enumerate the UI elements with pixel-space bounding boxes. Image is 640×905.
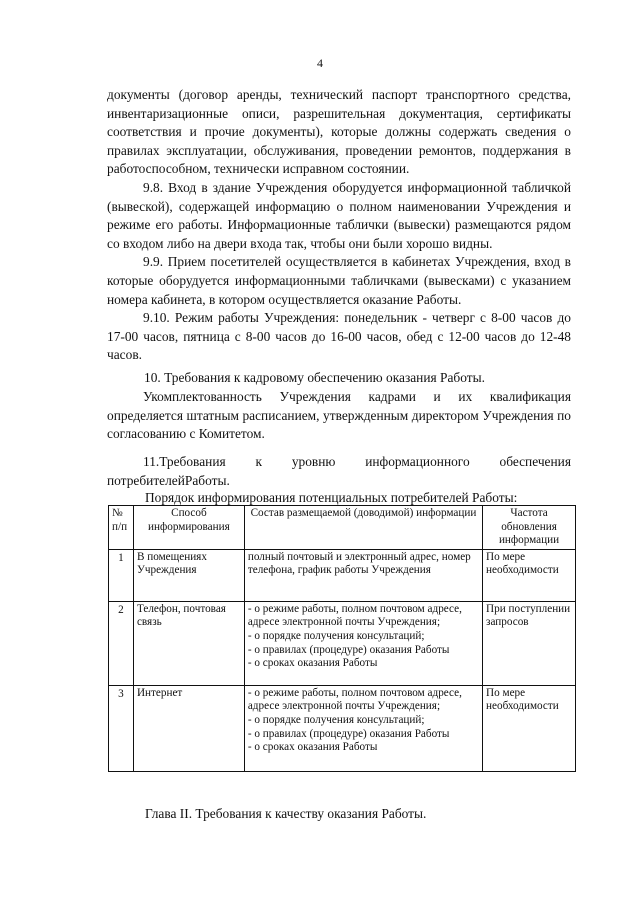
list-item: - о порядке получения консультаций; (247, 629, 425, 642)
list-item: - о сроках оказания Работы (247, 657, 378, 670)
chapter-heading: Глава II. Требования к качеству оказания Работы. (145, 806, 427, 821)
page-number: 4 (317, 56, 323, 70)
header-content: Состав размещаемой (доводимой) информации (244, 506, 482, 550)
section-10-heading: 10. Требования к кадровому обеспечению оказания Работы. (144, 370, 485, 385)
row-number: 3 (109, 685, 134, 771)
info-list (248, 687, 479, 755)
row-method: Интернет (133, 685, 244, 771)
header-frequency: Частота обновления информации (483, 506, 576, 550)
table-header-row (109, 506, 576, 550)
table-row (109, 601, 576, 685)
row-frequency: При поступлении запросов (483, 601, 576, 685)
table-caption: Порядок информирования потенциальных потребителей Работы: (145, 490, 518, 505)
row-content (244, 685, 482, 771)
list-item: - о порядке получения консультаций; (247, 713, 425, 726)
table-row (109, 685, 576, 771)
row-frequency: По мере необходимости (483, 549, 576, 601)
row-method: Телефон, почтовая связь (133, 601, 244, 685)
list-item: - о правилах (процедуре) оказания Работы (247, 727, 450, 740)
list-item: - о режиме работы, полном почтовом адресе, адресе электронной почты Учреждения; (247, 686, 462, 713)
paragraph-9-10: 9.10. Режим работы Учреждения: понедельник - четверг с 8-00 часов до 17-00 часов, пятница с 8-00 часов до 16-00 часов, обед с 12-00 часов до 12-48 часов. (107, 310, 571, 363)
row-frequency: По мере необходимости (483, 685, 576, 771)
section-10-text: Укомплектованность Учреждения кадрами и их квалификация определяется штатным расписанием, утвержденным директором Учреждения по согласованию с Комитетом. (107, 389, 571, 442)
paragraph-9-8: 9.8. Вход в здание Учреждения оборудуется информационной табличкой (вывеской), содержащей информацию о полном наименовании Учреждения и режиме его работы. Информационные таблички (вывески) размещаются рядом со входом либо на двери входа так, чтобы они были хорошо видны. (107, 179, 571, 251)
table-row (109, 549, 576, 601)
row-content (244, 601, 482, 685)
list-item: - о правилах (процедуре) оказания Работы (247, 643, 450, 656)
header-method: Способ информирования (133, 506, 244, 550)
list-item: - о режиме работы, полном почтовом адресе, адресе электронной почты Учреждения; (247, 602, 462, 629)
section-10-text-block (107, 388, 571, 444)
section-11-heading: 11.Требования к уровню информационного обеспечения потребителейРаботы. (107, 454, 571, 488)
row-content: полный почтовый и электронный адрес, номер телефона, график работы Учреждения (244, 549, 482, 601)
row-number: 1 (109, 549, 134, 601)
body-text-block (107, 86, 571, 365)
list-item: - о сроках оказания Работы (247, 741, 378, 754)
info-list (248, 603, 479, 671)
section-11-heading-block (107, 453, 571, 490)
row-method: В помещениях Учреждения (133, 549, 244, 601)
header-number: № п/п (109, 506, 134, 550)
paragraph-9-9: 9.9. Прием посетителей осуществляется в кабинетах Учреждения, вход в которые оборудуется информационными табличками (вывесками) с указанием номера кабинета, в котором осуществляется оказание Работы. (107, 254, 571, 307)
information-table (108, 505, 576, 772)
row-number: 2 (109, 601, 134, 685)
paragraph-continuation: документы (договор аренды, технический паспорт транспортного средства, инвентаризационные описи, разрешительная документация, сертификаты соответствия и прочие документы), которые должны содержать сведения о правилах эксплуатации, обслуживания, проведении ремонтов, поддержания в работоспособном, технически исправном состоянии. (107, 87, 571, 177)
